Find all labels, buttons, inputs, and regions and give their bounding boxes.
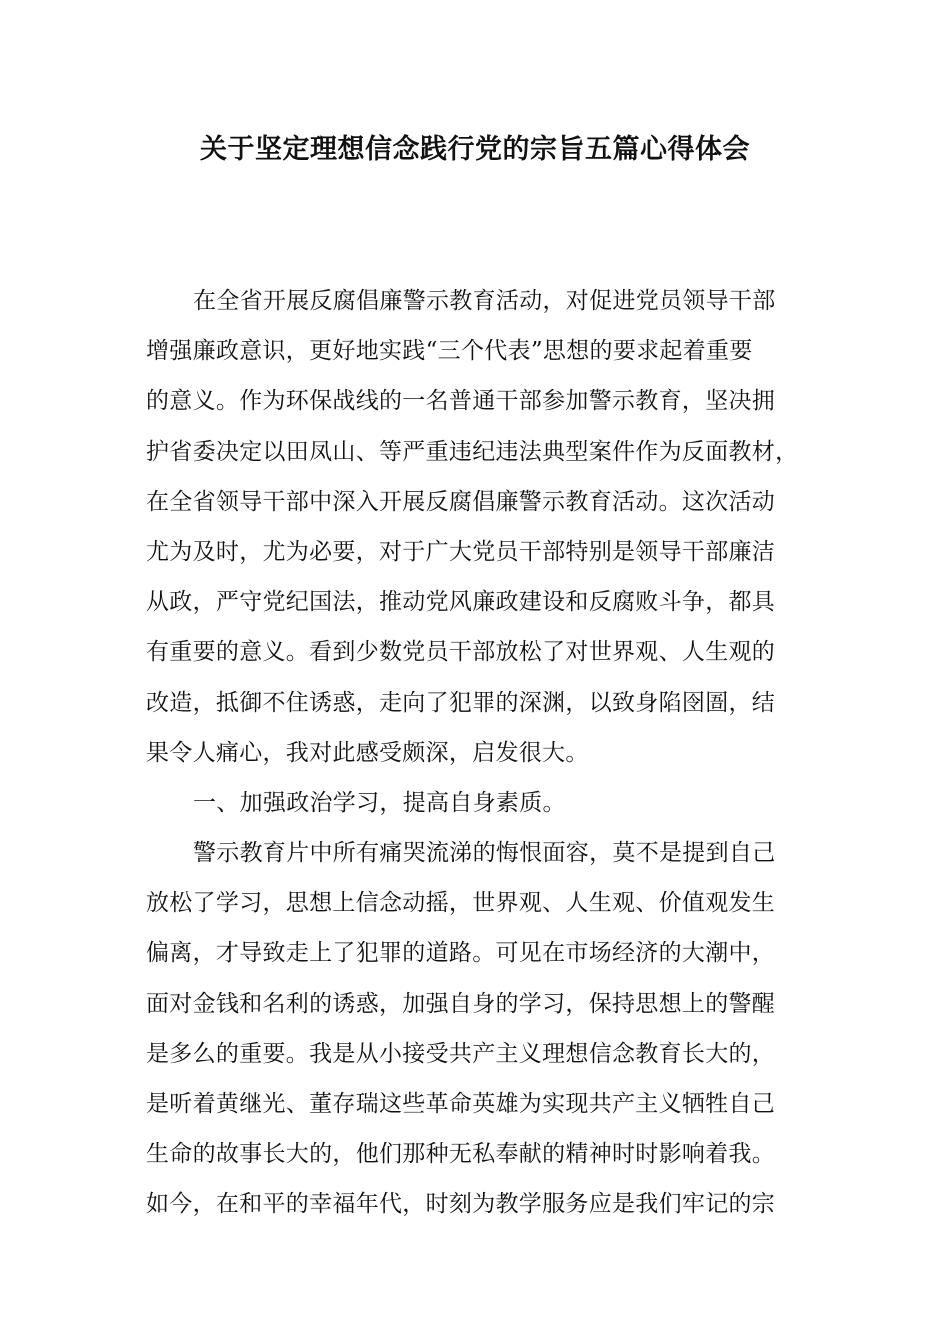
paragraph-line: 的意义。作为环保战线的一名普通干部参加警示教育，坚决拥 — [146, 388, 776, 415]
paragraph-line: 在全省领导干部中深入开展反腐倡廉警示教育活动。这次活动 — [146, 488, 776, 515]
document-body — [146, 282, 806, 1236]
paragraph-line: 警示教育片中所有痛哭流涕的悔恨面容，莫不是提到自己 — [193, 840, 776, 867]
paragraph-line: 如今，在和平的幸福年代，时刻为教学服务应是我们牢记的宗 — [146, 1191, 776, 1218]
paragraph-line: 从政，严守党纪国法，推动党风廉政建设和反腐败斗争，都具 — [146, 589, 776, 616]
paragraph-line: 果令人痛心，我对此感受颇深，启发很大。 — [146, 739, 589, 766]
paragraph-line: 面对金钱和名利的诱惑，加强自身的学习，保持思想上的警醒 — [146, 990, 776, 1017]
paragraph-line: 尤为及时，尤为必要，对于广大党员干部特别是领导干部廉洁 — [146, 538, 776, 565]
paragraph-line: 偏离，才导致走上了犯罪的道路。可见在市场经济的大潮中， — [146, 940, 776, 967]
section-heading: 一、加强政治学习，提高自身素质。 — [193, 789, 566, 816]
paragraph-line: 增强廉政意识，更好地实践“三个代表”思想的要求起着重要 — [146, 338, 753, 365]
paragraph-line: 是听着黄继光、董存瑞这些革命英雄为实现共产主义牺牲自己 — [146, 1091, 776, 1117]
paragraph-line: 有重要的意义。看到少数党员干部放松了对世界观、人生观的 — [146, 639, 776, 666]
paragraph-line: 是多么的重要。我是从小接受共产主义理想信念教育长大的， — [146, 1040, 776, 1067]
document-title: 关于坚定理想信念践行党的宗旨五篇心得体会 — [200, 134, 750, 165]
paragraph-line: 放松了学习，思想上信念动摇，世界观、人生观、价值观发生 — [146, 890, 776, 917]
paragraph-line: 护省委决定以田凤山、等严重违纪违法典型案件作为反面教材， — [146, 438, 799, 465]
paragraph-line: 生命的故事长大的，他们那种无私奉献的精神时时影响着我。 — [146, 1141, 776, 1168]
paragraph-line: 改造，抵御不住诱惑，走向了犯罪的深渊，以致身陷囹圄，结 — [146, 689, 776, 716]
paragraph-line: 在全省开展反腐倡廉警示教育活动，对促进党员领导干部 — [193, 288, 776, 314]
